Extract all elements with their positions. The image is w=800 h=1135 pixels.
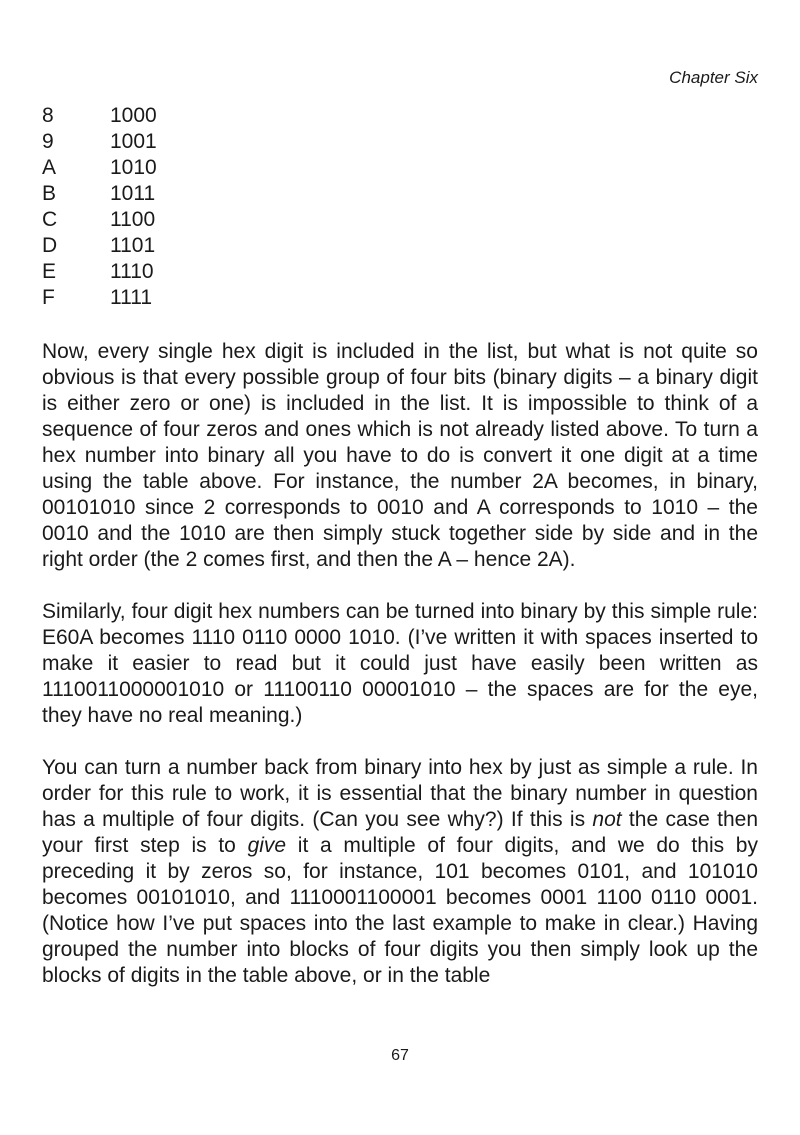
table-row (42, 207, 157, 233)
binary-value: 1110 (110, 260, 154, 283)
table-row (42, 259, 157, 285)
binary-value: 1001 (110, 130, 157, 153)
binary-value: 1111 (110, 286, 153, 309)
table-row (42, 103, 157, 129)
table-row (42, 155, 157, 181)
body-text (42, 339, 758, 1015)
hex-binary-table (42, 103, 157, 311)
hex-digit: B (42, 182, 57, 205)
hex-digit: A (42, 156, 57, 179)
text-run: the case then your first step is to (42, 808, 758, 857)
hex-digit: C (42, 208, 58, 231)
binary-value: 1011 (110, 182, 156, 205)
paragraph-four-digit-hex: Similarly, four digit hex numbers can be turned into binary by this simple rule: E60A becomes 1110 0110 0000 1010. (I’ve written it with spaces inserted to make it easier to read but it could just have easily been written as 1110011000001010 or 11100110 00001010 – the spaces are for the eye, they have no real meaning.) (42, 600, 758, 727)
hex-digit: E (42, 260, 57, 283)
binary-value: 1101 (110, 234, 156, 257)
hex-digit: D (42, 234, 58, 257)
hex-digit: 8 (42, 104, 54, 127)
table-row (42, 285, 157, 311)
text-run: You can turn a number back from binary into hex by just as simple a rule. In order for this rule to work, it is essential that the binary number in question has a multiple of four digits. (Can you see why?) If this is (42, 756, 758, 831)
hex-digit: 9 (42, 130, 54, 153)
emphasis-not: not (592, 808, 622, 831)
table-row (42, 233, 157, 259)
binary-value: 1010 (110, 156, 157, 179)
text-run: it a multiple of four digits, and we do this by preceding it by zeros so, for instance, 101 becomes 0101, and 101010 becomes 00101010, and 1110001100001 becomes 0001 1100 0110 0001. (Notice how I’ve put spaces into the last example to make in clear.) Having grouped the number into blocks of four digits you then simply look up the blocks of digits in the table above, or in the table (42, 834, 758, 987)
binary-value: 1100 (110, 208, 156, 231)
page-number: 67 (391, 1047, 409, 1064)
hex-digit: F (42, 286, 55, 309)
chapter-header: Chapter Six (669, 68, 758, 87)
table-row (42, 129, 157, 155)
binary-value: 1000 (110, 104, 157, 127)
paragraph-binary-to-hex (42, 755, 758, 989)
emphasis-give: give (247, 834, 287, 857)
table-row (42, 181, 157, 207)
paragraph-hex-to-binary: Now, every single hex digit is included in the list, but what is not quite so obvious is that every possible group of four bits (binary digits – a binary digit is either zero or one) is included in the list. It is impossible to think of a sequence of four zeros and ones which is not already listed above. To turn a hex number into binary all you have to do is convert it one digit at a time using the table above. For instance, the number 2A becomes, in binary, 00101010 since 2 corresponds to 0010 and A corresponds to 1010 – the 0010 and the 1010 are then simply stuck together side by side and in the right order (the 2 comes first, and then the A – hence 2A). (42, 340, 758, 571)
